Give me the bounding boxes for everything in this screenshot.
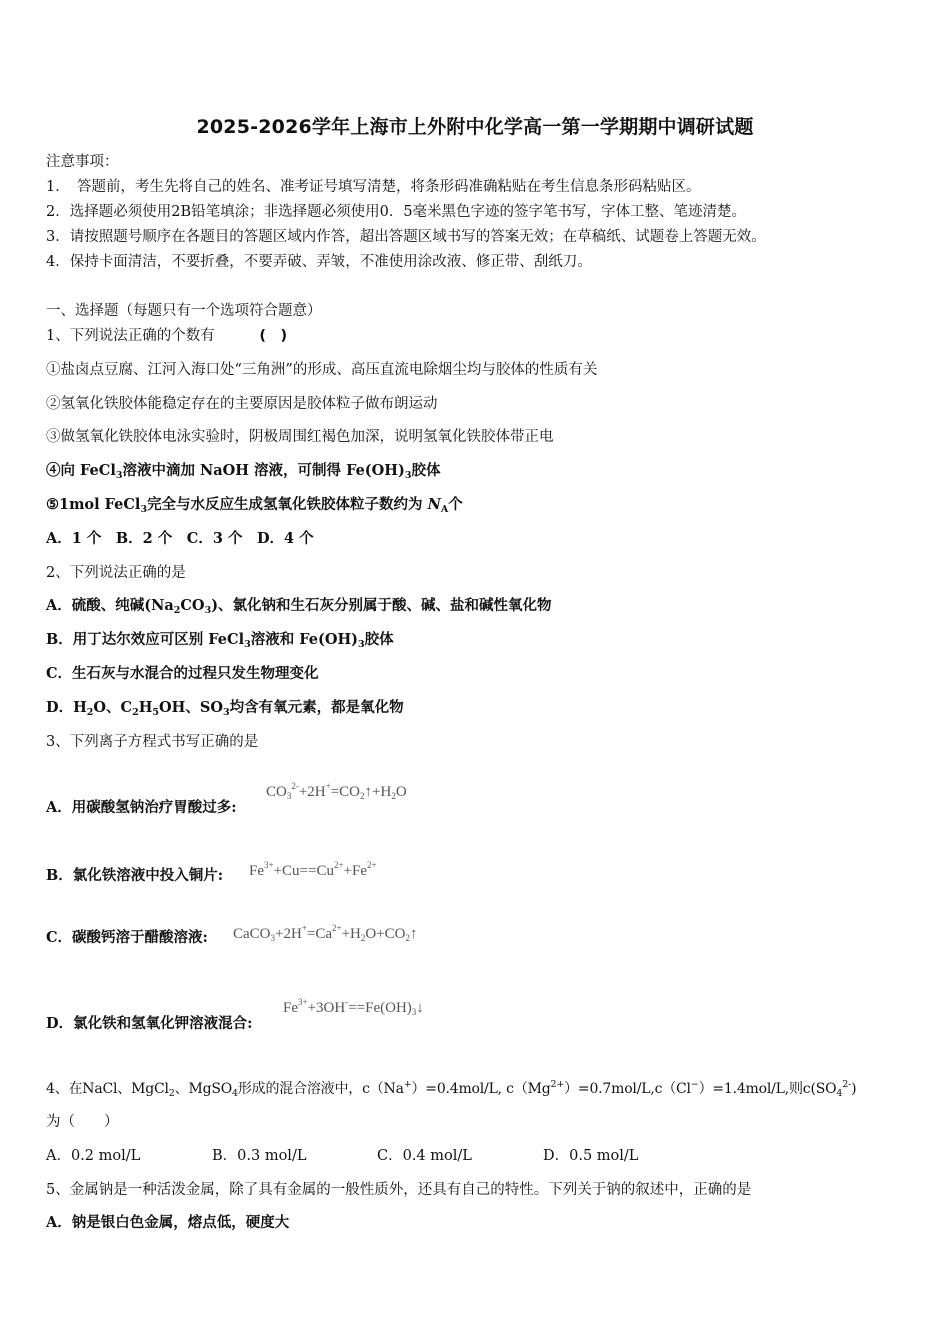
q1-s5-na-sub: A	[440, 504, 449, 515]
q3-option-a: A．用碳酸氢钠治疗胃酸过多:	[46, 799, 237, 816]
q2-option-d	[46, 699, 404, 722]
q2-d-sub4: 3	[222, 707, 230, 718]
eq-sup: 3+	[298, 997, 308, 1007]
q4-option-d: D．0.5 mol/L	[543, 1148, 639, 1164]
q4-line-2: 为（ ）	[46, 1114, 119, 1130]
q3-c-equation	[233, 923, 418, 943]
q4-sup3: −	[690, 1079, 699, 1090]
eq-part: ↑	[410, 926, 418, 942]
q1-statement-5	[46, 496, 463, 519]
eq-part: =Ca	[306, 926, 332, 942]
q2-d-sub2: 2	[132, 707, 139, 718]
q4-text-b: 、MgSO	[174, 1081, 233, 1097]
q4-option-b: B．0.3 mol/L	[212, 1148, 307, 1164]
q1-s5-text-a: ⑤1mol FeCl	[46, 496, 141, 513]
notice-item-1: 1． 答题前，考生先将自己的姓名、准考证号填写清楚，将条形码准确粘贴在考生信息条形码粘贴区。	[46, 179, 701, 195]
q2-d-text-a: D．H	[46, 699, 87, 716]
q2-b-text-b: 溶液和 Fe(OH)	[250, 631, 359, 648]
eq-part: CO	[266, 784, 287, 800]
eq-part: +Fe	[343, 863, 368, 879]
q2-d-sub1: 2	[86, 707, 94, 718]
eq-sub: 2	[405, 933, 411, 943]
q1-s5-text-b: 完全与水反应生成氢氧化铁胶体粒子数约为	[147, 496, 428, 513]
eq-part: +2H	[275, 926, 302, 942]
eq-part: +Cu==Cu	[273, 863, 334, 879]
eq-sup: 3+	[264, 860, 274, 870]
q2-d-text-c: H	[138, 699, 153, 716]
q2-b-text-c: 胶体	[364, 631, 394, 648]
q1-s4-sub: 3	[115, 470, 123, 481]
eq-part: +H	[341, 926, 361, 942]
page-title: 2025-2026学年上海市上外附中化学高一第一学期期中调研试题	[196, 116, 754, 138]
q2-option-a	[46, 597, 552, 620]
question-2-stem: 2、下列说法正确的是	[46, 565, 186, 581]
eq-part: +2H	[298, 784, 326, 800]
q2-b-sub1: 3	[244, 639, 251, 650]
q2-d-text-d: OH、SO	[159, 699, 223, 716]
eq-sup: 2-	[291, 781, 299, 791]
q1-s5-na: N	[427, 496, 441, 513]
q3-option-b: B．氯化铁溶液中投入铜片:	[46, 867, 224, 884]
q4-sup2: 2+	[550, 1079, 565, 1090]
question-1-stem	[46, 327, 287, 345]
eq-part: O	[395, 784, 407, 800]
q4-text-e: ）=0.7mol/L,c（Cl	[564, 1081, 691, 1097]
eq-sub: 3	[286, 791, 292, 801]
q2-d-sub3: 5	[152, 707, 160, 718]
q2-b-sub2: 3	[358, 639, 365, 650]
answer-paren: ( )	[259, 328, 288, 344]
question-1-text: 1、下列说法正确的个数有	[46, 328, 215, 344]
eq-sub: 2	[391, 791, 396, 801]
q4-sub2: 4	[232, 1088, 238, 1099]
q4-sup1: +	[403, 1079, 412, 1090]
section-heading: 一、选择题（每题只有一个选项符合题意）	[46, 303, 322, 319]
eq-part: ==Fe(OH)	[348, 1000, 412, 1016]
q2-a-text-c: )、氯化钠和生石灰分别属于酸、碱、盐和碱性氧化物	[211, 597, 552, 614]
q2-d-text-e: 均含有氧元素，都是氧化物	[229, 699, 404, 716]
eq-sub: 2	[360, 791, 365, 801]
q2-d-text-b: O、C	[93, 699, 133, 716]
q4-option-c: C．0.4 mol/L	[377, 1148, 472, 1164]
q2-option-c: C．生石灰与水混合的过程只发生物理变化	[46, 665, 319, 682]
q4-sup4: 2-	[842, 1079, 852, 1090]
notice-item-3: 3．请按照题号顺序在各题目的答题区域内作答，超出答题区域书写的答案无效；在草稿纸、试题卷上答题无效。	[46, 229, 766, 245]
q1-statement-4	[46, 462, 440, 485]
q1-statement-3: ③做氢氧化铁胶体电泳实验时，阴极周围红褐色加深，说明氢氧化铁胶体带正电	[46, 429, 554, 445]
q1-s4-sub2: 3	[404, 470, 412, 481]
q3-a-equation	[266, 781, 407, 801]
q3-option-d: D．氯化铁和氢氧化钾溶液混合:	[46, 1015, 253, 1032]
q1-s4-text-a: ④向 FeCl	[46, 462, 116, 479]
eq-sup: 2+	[367, 860, 377, 870]
q4-text-c: 形成的混合溶液中，c（Na	[237, 1081, 404, 1097]
q4-text-d: ）=0.4mol/L, c（Mg	[411, 1081, 551, 1097]
eq-part: Fe	[249, 863, 264, 879]
eq-part: CaCO	[233, 926, 271, 942]
notice-heading: 注意事项：	[46, 154, 119, 170]
question-4-stem	[46, 1076, 856, 1103]
eq-sup: +	[325, 781, 331, 791]
q2-option-b	[46, 631, 394, 654]
q5-option-a: A．钠是银白色金属，熔点低，硬度大	[46, 1214, 290, 1231]
q4-text-g: )	[851, 1081, 857, 1097]
q4-option-a: A．0.2 mol/L	[46, 1148, 141, 1164]
question-3-stem: 3、下列离子方程式书写正确的是	[46, 734, 259, 750]
q3-option-c: C．碳酸钙溶于醋酸溶液:	[46, 929, 208, 946]
q4-text-f: ）=1.4mol/L,则c(SO	[698, 1081, 837, 1097]
eq-sub: 2	[360, 933, 366, 943]
q3-b-equation	[249, 860, 377, 880]
notice-item-2: 2．选择题必须使用2B铅笔填涂；非选择题必须使用0．5毫米黑色字迹的签字笔书写，字体工整、笔迹清楚。	[46, 204, 747, 220]
q4-sub3: 4	[836, 1088, 843, 1099]
q3-d-equation	[283, 997, 424, 1017]
eq-sup: 2+	[332, 923, 342, 933]
eq-part: ↓	[416, 1000, 424, 1016]
q1-options: A．1 个 B．2 个 C．3 个 D．4 个	[46, 530, 314, 547]
eq-sup: 2+	[333, 860, 344, 870]
eq-sub: 3	[270, 933, 275, 943]
q2-a-text-b: CO	[180, 597, 205, 614]
eq-sub: 3	[411, 1007, 417, 1017]
q1-s5-sub: 3	[140, 504, 148, 515]
eq-part: =CO	[330, 784, 361, 800]
q4-text-a: 4、在NaCl、MgCl	[46, 1081, 169, 1097]
q2-a-text-a: A．硫酸、纯碱(Na	[46, 597, 174, 614]
q1-statement-2: ②氢氧化铁胶体能稳定存在的主要原因是胶体粒子做布朗运动	[46, 396, 438, 412]
q2-a-sub1: 2	[173, 605, 181, 616]
eq-sup: +	[301, 923, 307, 933]
q1-s4-text-c: 胶体	[411, 462, 441, 479]
eq-sup: -	[345, 997, 349, 1007]
q2-b-text-a: B．用丁达尔效应可区别 FeCl	[46, 631, 245, 648]
eq-part: O+CO	[365, 926, 406, 942]
q4-sub1: 2	[168, 1088, 175, 1099]
q1-statement-1: ①盐卤点豆腐、江河入海口处“三角洲”的形成、高压直流电除烟尘均与胶体的性质有关	[46, 362, 598, 378]
question-5-stem: 5、金属钠是一种活泼金属，除了具有金属的一般性质外，还具有自己的特性。下列关于钠的叙述中，正确的是	[46, 1182, 752, 1198]
notice-item-4: 4．保持卡面清洁，不要折叠，不要弄破、弄皱，不准使用涂改液、修正带、刮纸刀。	[46, 254, 592, 270]
eq-part: +3OH	[307, 1000, 346, 1016]
q1-s5-text-c: 个	[448, 496, 463, 513]
q1-s4-text-b: 溶液中滴加 NaOH 溶液，可制得 Fe(OH)	[122, 462, 405, 479]
eq-part: ↑+H	[364, 784, 392, 800]
q2-a-sub2: 3	[204, 605, 212, 616]
eq-part: Fe	[283, 1000, 298, 1016]
